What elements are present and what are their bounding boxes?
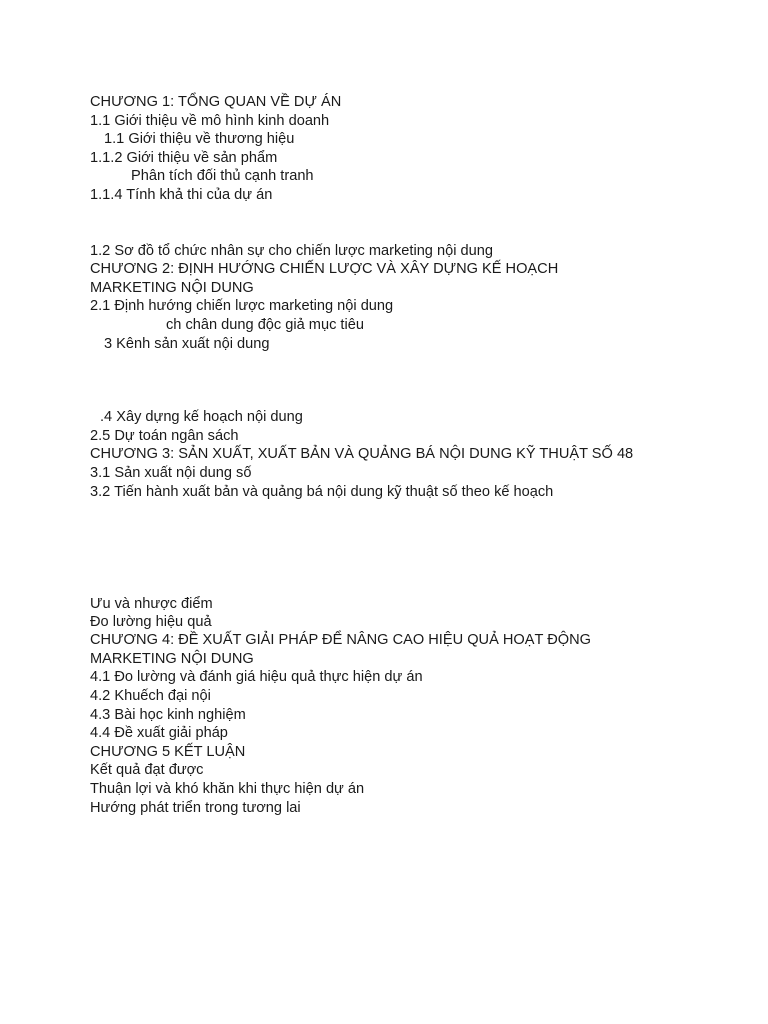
section-effectiveness: Đo lường hiệu quả [90,614,212,630]
section-2-1: 2.1 Định hướng chiến lược marketing nội dung [90,298,394,314]
chapter-3-heading: CHƯƠNG 3: SẢN XUẤT, XUẤT BẢN VÀ QUẢNG BÁ NỘI DUNG KỸ THUẬT SỐ 48 [90,446,634,462]
chapter-4-heading-cont: MARKETING NỘI DUNG [90,651,254,667]
section-4-2: 4.2 Khuếch đại nội [90,688,211,704]
section-1-1-2: 1.1.2 Giới thiệu về sản phẩm [90,150,278,166]
section-future: Hướng phát triển trong tương lai [90,800,301,816]
section-1-2: 1.2 Sơ đồ tổ chức nhân sự cho chiến lược marketing nội dung [90,243,493,259]
section-4-1: 4.1 Đo lường và đánh giá hiệu quả thực hiện dự án [90,669,423,685]
section-content-plan: .4 Xây dựng kế hoạch nội dung [100,409,303,425]
section-competitor: Phân tích đối thủ cạnh tranh [131,168,314,184]
section-results: Kết quả đạt được [90,762,204,778]
section-1-1: 1.1 Giới thiệu về mô hình kinh doanh [90,113,330,129]
section-pros-cons: Ưu và nhược điểm [90,596,213,612]
chapter-2-heading: CHƯƠNG 2: ĐỊNH HƯỚNG CHIẾN LƯỢC VÀ XÂY DỰNG KẾ HOẠCH [90,261,559,277]
section-4-4: 4.4 Đề xuất giải pháp [90,725,228,741]
section-4-3: 4.3 Bài học kinh nghiệm [90,707,246,723]
section-2-5: 2.5 Dự toán ngân sách [90,428,239,444]
section-3-2: 3.2 Tiến hành xuất bản và quảng bá nội dung kỹ thuật số theo kế hoạch [90,484,554,500]
chapter-4-heading: CHƯƠNG 4: ĐỀ XUẤT GIẢI PHÁP ĐỂ NÂNG CAO HIỆU QUẢ HOẠT ĐỘNG [90,632,591,648]
chapter-1-heading: CHƯƠNG 1: TỔNG QUAN VỀ DỰ ÁN [90,94,342,110]
section-1-1-4: 1.1.4 Tính khả thi của dự án [90,187,273,203]
section-advantages: Thuận lợi và khó khăn khi thực hiện dự án [90,781,365,797]
section-content-channel: 3 Kênh sản xuất nội dung [104,336,270,352]
section-1-1-brand: 1.1 Giới thiệu về thương hiệu [104,131,295,147]
section-reader-persona: ch chân dung độc giả mục tiêu [166,317,364,333]
section-3-1: 3.1 Sản xuất nội dung số [90,465,252,481]
chapter-5-heading: CHƯƠNG 5 KẾT LUẬN [90,744,246,760]
chapter-2-heading-cont: MARKETING NỘI DUNG [90,280,254,296]
